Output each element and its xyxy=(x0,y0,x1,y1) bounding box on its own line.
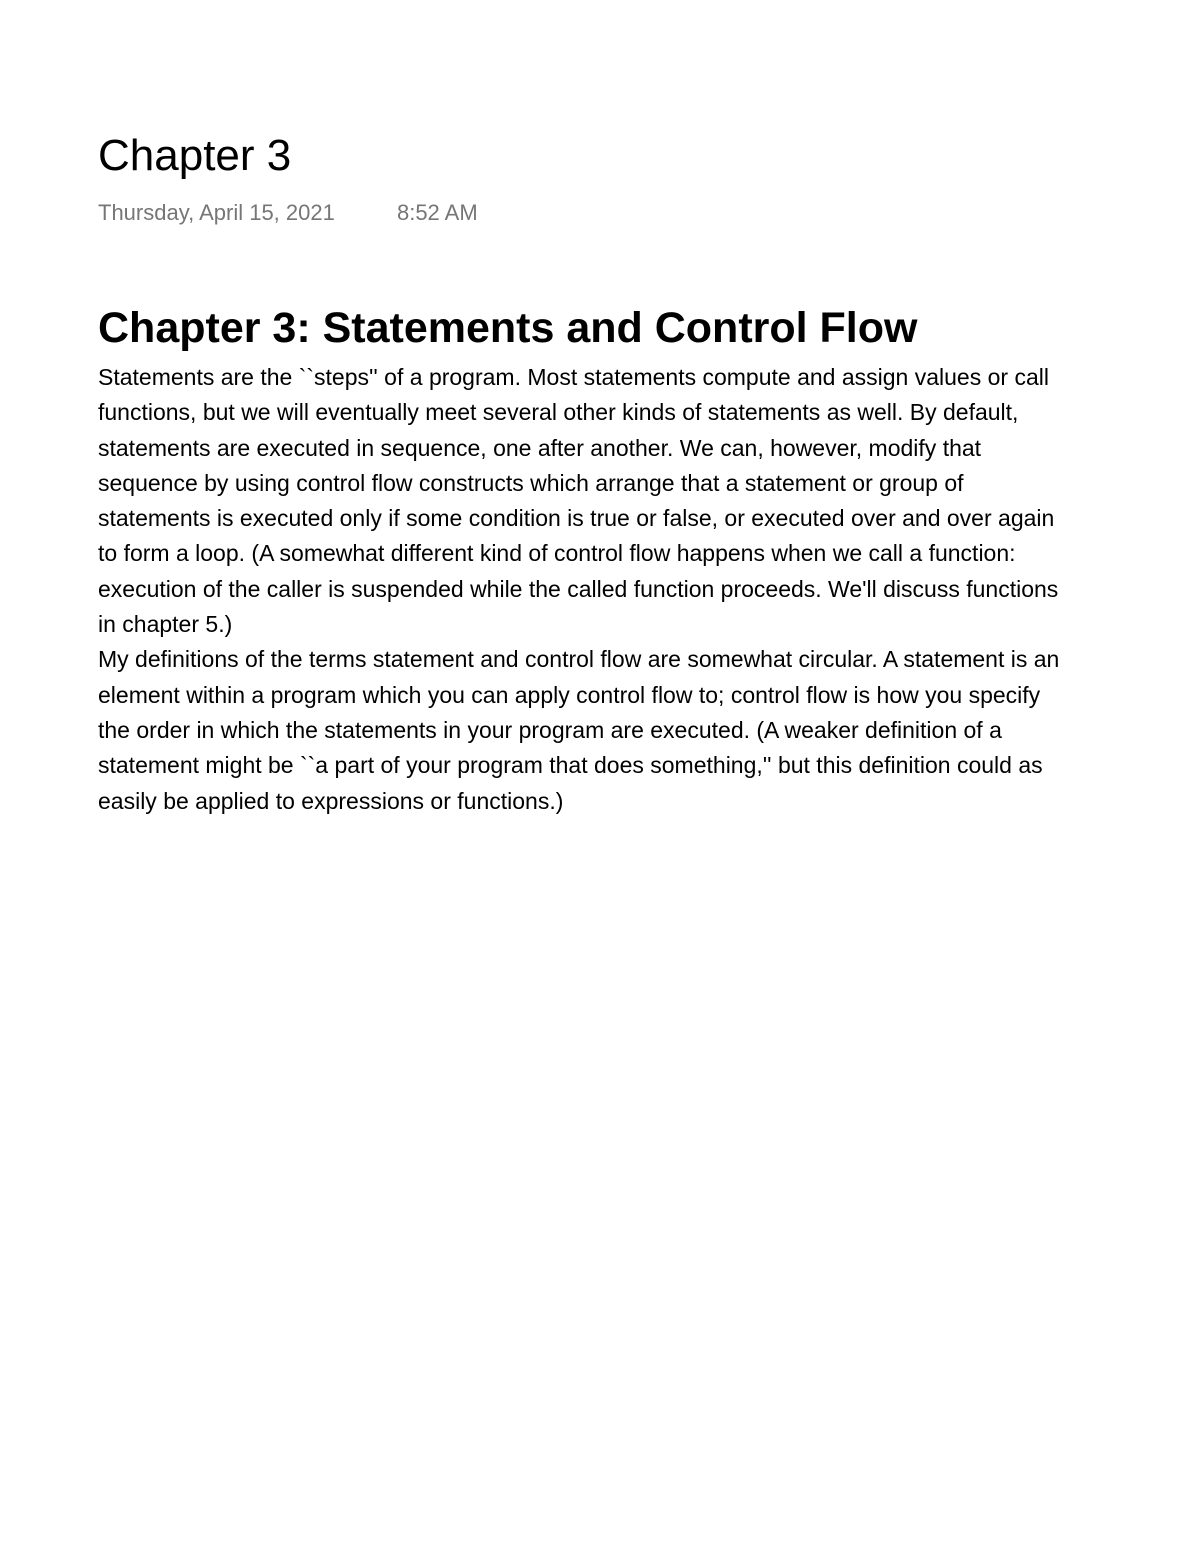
body-line: Statements are the ``steps'' of a program. Most statements compute and assign values or call xyxy=(98,364,1049,390)
body-line: sequence by using control flow constructs which arrange that a statement or group of xyxy=(98,469,964,496)
body-line: statement might be ``a part of your program that does something,'' but this definition could as xyxy=(98,752,1043,779)
page-time: 8:52 AM xyxy=(396,200,478,225)
page-meta xyxy=(98,200,478,226)
body-line: statements is executed only if some condition is true or false, or executed over and over again xyxy=(98,505,1055,532)
body-line: My definitions of the terms statement and control flow are somewhat circular. A statement is an xyxy=(98,646,1060,673)
page-title[interactable]: Chapter 3 xyxy=(98,131,292,180)
body-line: functions, but we will eventually meet several other kinds of statements as well. By default, xyxy=(98,399,1019,426)
note-body[interactable] xyxy=(98,302,1200,819)
body-line: in chapter 5.) xyxy=(98,611,233,638)
body-line: the order in which the statements in your program are executed. (A weaker definition of a xyxy=(98,716,1002,743)
body-line: to form a loop. (A somewhat different kind of control flow happens when we call a function: xyxy=(98,540,1016,567)
page-date: Thursday, April 15, 2021 xyxy=(98,200,335,225)
body-line: easily be applied to expressions or functions.) xyxy=(98,787,564,814)
body-line: element within a program which you can apply control flow to; control flow is how you specify xyxy=(98,681,1041,708)
section-heading: Chapter 3: Statements and Control Flow xyxy=(98,304,918,352)
body-line: execution of the caller is suspended while the called function proceeds. We'll discuss functions xyxy=(98,575,1059,602)
body-line: statements are executed in sequence, one after another. We can, however, modify that xyxy=(98,434,982,461)
